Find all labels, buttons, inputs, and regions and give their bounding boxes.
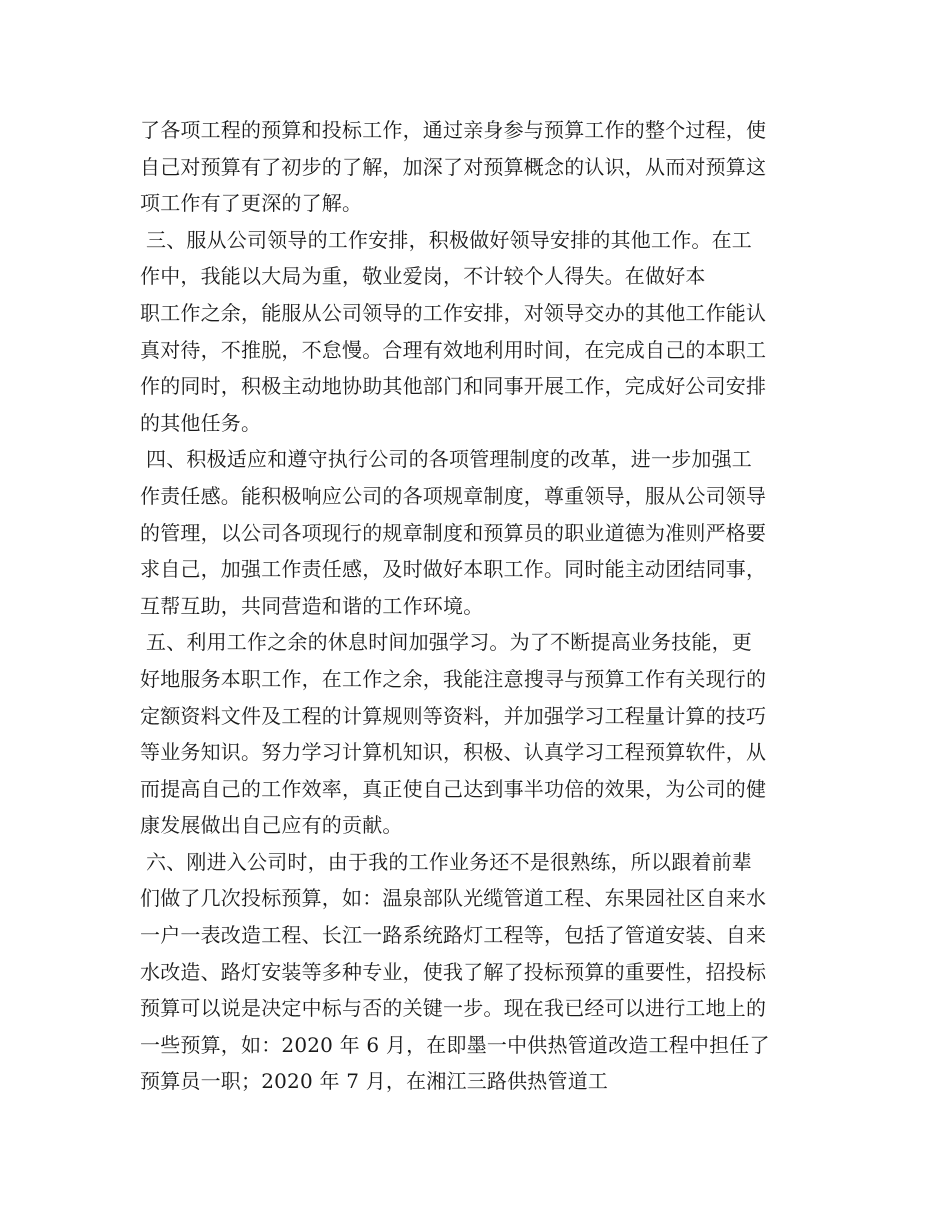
- text-line: 作的同时，积极主动地协助其他部门和同事开展工作，完成好公司安排: [140, 374, 767, 399]
- text-line: 的其他任务。: [140, 410, 262, 435]
- text-line: 一户一表改造工程、长江一路系统路灯工程等，包括了管道安装、自来: [140, 923, 767, 948]
- text-line: 康发展做出自己应有的贡献。: [140, 813, 403, 838]
- text-line: 求自己，加强工作责任感，及时做好本职工作。同时能主动团结同事，: [140, 557, 767, 582]
- text-line: 四、积极适应和遵守执行公司的各项管理制度的改革，进一步加强工: [146, 447, 752, 472]
- text-line: 们做了几次投标预算，如：温泉部队光缆管道工程、东果园社区自来水: [140, 886, 767, 911]
- text-line: 水改造、路灯安装等多种专业，使我了解了投标预算的重要性，招投标: [140, 959, 767, 984]
- text-line: 了各项工程的预算和投标工作，通过亲身参与预算工作的整个过程，使: [140, 118, 767, 142]
- text-line: 五、利用工作之余的休息时间加强学习。为了不断提高业务技能，更: [146, 630, 752, 655]
- text-line: 预算员一职；2020 年 7 月，在湘江三路供热管道工: [140, 1069, 609, 1094]
- text-line: 职工作之余，能服从公司领导的工作安排，对领导交办的其他工作能认: [140, 300, 767, 325]
- document-body: [140, 112, 820, 1100]
- text-line: 的管理，以公司各项现行的规章制度和预算员的职业道德为准则严格要: [140, 520, 767, 545]
- text-line: 作责任感。能积极响应公司的各项规章制度，尊重领导，服从公司领导: [140, 483, 767, 508]
- text-line: 预算可以说是决定中标与否的关键一步。现在我已经可以进行工地上的: [140, 996, 767, 1021]
- text-line: 等业务知识。努力学习计算机知识，积极、认真学习工程预算软件，从: [140, 740, 767, 765]
- text-line: 六、刚进入公司时，由于我的工作业务还不是很熟练，所以跟着前辈: [146, 849, 752, 874]
- text-line: 自己对预算有了初步的了解，加深了对预算概念的认识，从而对预算这: [140, 154, 767, 179]
- text-line: 好地服务本职工作，在工作之余，我能注意搜寻与预算工作有关现行的: [140, 666, 767, 691]
- text-line: 三、服从公司领导的工作安排，积极做好领导安排的其他工作。在工: [146, 227, 752, 252]
- text-line: 而提高自己的工作效率，真正使自己达到事半功倍的效果，为公司的健: [140, 776, 767, 801]
- text-line: 真对待，不推脱，不怠慢。合理有效地利用时间，在完成自己的本职工: [140, 337, 767, 362]
- text-line: 一些预算，如：2020 年 6 月，在即墨一中供热管道改造工程中担任了: [140, 1032, 770, 1057]
- text-line: 作中，我能以大局为重，敬业爱岗，不计较个人得失。在做好本: [140, 264, 706, 289]
- text-line: 互帮互助，共同营造和谐的工作环境。: [140, 593, 484, 618]
- text-line: 定额资料文件及工程的计算规则等资料，并加强学习工程量计算的技巧: [140, 703, 767, 728]
- text-line: 项工作有了更深的了解。: [140, 191, 363, 216]
